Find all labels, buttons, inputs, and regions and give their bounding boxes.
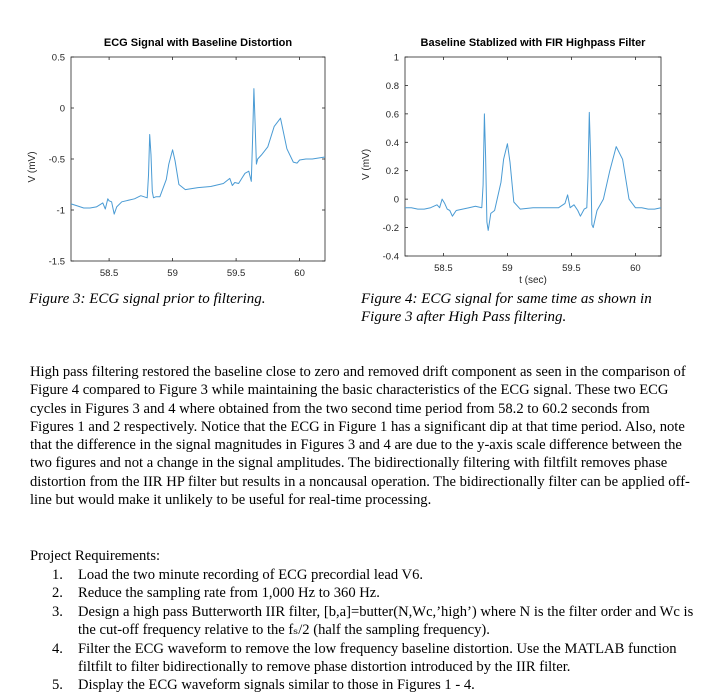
list-item [30, 566, 695, 584]
x-tick-label: 59.5 [562, 263, 581, 274]
y-tick-label: 0.5 [51, 52, 65, 64]
figure-4-chart [350, 0, 718, 290]
body-paragraph: High pass filtering restored the baseline close to zero and removed drift component as seen in the comparison of Figure 4 compared to Figure 3 while maintaining the basic characteristics of the ECG signal. These two ECG cycles in Figures 3 and 4 where obtained from the two second time period from 58.2 to 60.2 seconds from Figures 1 and 2 respectively. Notice that the ECG in Figure 1 has a significant dip at that time period. Also, note that the difference in the signal magnitudes in Figures 3 and 4 are due to the y-axis scale difference between the two figures and not a change in the signal amplitudes. The bidirectionally filtering with filtfilt removes phase distortion from the IIR HP filter but results in a noncausal operation. The bidirectionally filter can be applied off-line but would make it unlikely to be useful for real-time processing. [30, 364, 690, 509]
list-item-number: 3. [52, 603, 63, 620]
figure-4-svg [350, 0, 718, 290]
x-axis-label: t (sec) [519, 275, 547, 286]
figure-3-svg [0, 0, 350, 290]
y-tick-label: 1 [393, 52, 399, 64]
list-item-text: Display the ECG waveform signals similar to those in Figures 1 - 4. [78, 677, 475, 694]
x-tick-label: 59 [167, 268, 178, 279]
plot-area [71, 57, 325, 261]
list-item-number: 1. [52, 567, 63, 583]
y-tick-label: -0.2 [382, 223, 399, 235]
chart-title: ECG Signal with Baseline Distortion [103, 37, 293, 49]
y-tick-label: 0 [59, 103, 65, 115]
list-item [30, 676, 695, 694]
y-tick-label: -1 [56, 205, 65, 217]
x-tick-label: 60 [630, 263, 641, 274]
y-axis-label: V (mV) [361, 148, 372, 181]
list-item [30, 584, 695, 602]
x-tick-label: 60 [294, 268, 305, 279]
y-tick-label: 0.8 [385, 80, 399, 92]
list-item-text: Reduce the sampling rate from 1,000 Hz to 360 Hz. [78, 585, 380, 602]
figure-4-caption: Figure 4: ECG signal for same time as shown in Figure 3 after High Pass filtering. [361, 291, 652, 325]
y-tick-label: -1.5 [48, 256, 65, 268]
list-item-text: Design a high pass Butterworth IIR filter, [b,a]=butter(N,Wc,’high’) where N is the filter order and Wc is the cut-off frequency relative to the fₛ/2 (half the sampling frequency). [78, 603, 694, 639]
requirements-list [30, 566, 695, 695]
plot-area [405, 57, 661, 256]
requirements-title: Project Requirements: [30, 548, 161, 564]
list-item-number: 5. [52, 677, 63, 694]
y-tick-label: -0.4 [382, 251, 399, 263]
y-tick-label: 0.6 [385, 109, 399, 121]
x-tick-label: 59.5 [226, 268, 246, 279]
x-tick-label: 58.5 [99, 268, 119, 279]
list-item [30, 640, 695, 677]
list-item [30, 603, 695, 640]
y-tick-label: 0.2 [385, 166, 399, 178]
x-tick-label: 58.5 [434, 263, 453, 274]
x-tick-label: 59 [502, 263, 513, 274]
y-tick-label: -0.5 [48, 154, 65, 166]
figure-3-chart [0, 0, 350, 290]
chart-title: Baseline Stablized with FIR Highpass Filter [420, 37, 646, 49]
y-axis-label: V (mV) [27, 151, 38, 183]
list-item-number: 2. [52, 585, 63, 602]
list-item-text: Load the two minute recording of ECG precordial lead V6. [78, 567, 424, 583]
figure-3-caption: Figure 3: ECG signal prior to filtering. [29, 291, 266, 307]
y-tick-label: 0.4 [385, 137, 399, 149]
list-item-number: 4. [52, 640, 63, 657]
list-item-text: Filter the ECG waveform to remove the low frequency baseline distortion. Use the MATLAB function filtfilt to filter bidirectionally to remove phase distortion introduced by the IIR filter. [78, 640, 677, 676]
y-tick-label: 0 [393, 194, 399, 206]
